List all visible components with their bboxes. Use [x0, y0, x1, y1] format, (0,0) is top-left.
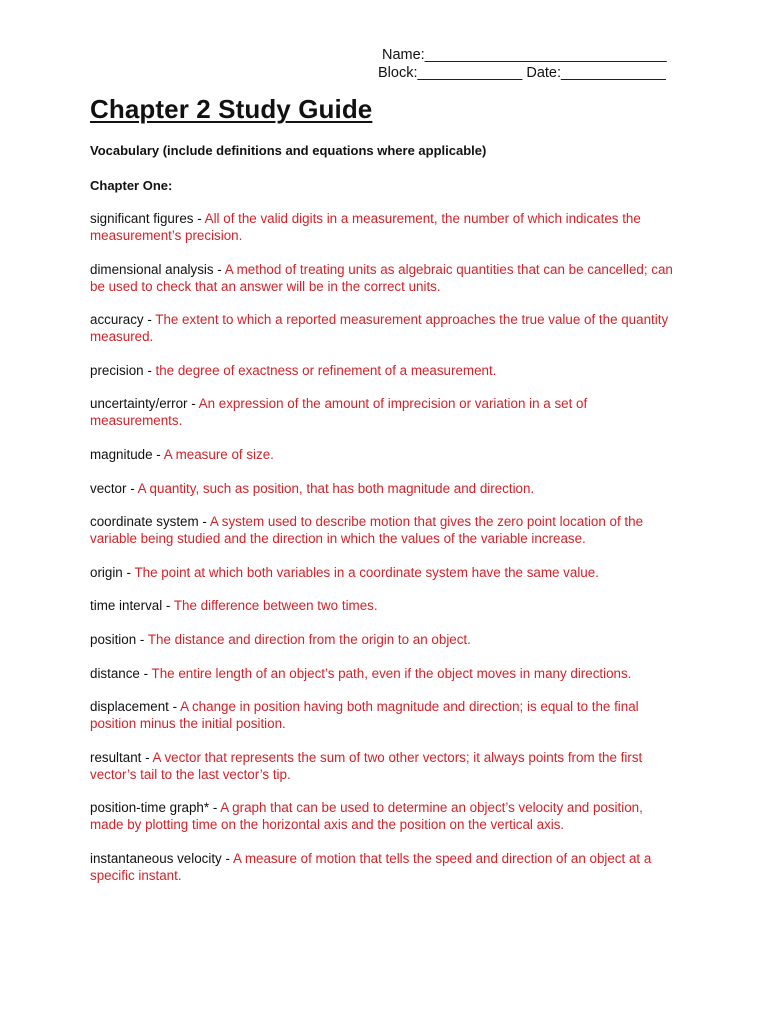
- vocabulary-term: dimensional analysis: [90, 261, 214, 277]
- term-separator: -: [168, 699, 181, 715]
- term-separator: -: [122, 564, 135, 580]
- vocabulary-definition: A measure of size.: [163, 446, 274, 462]
- vocabulary-definition: The extent to which a reported measurement approaches the true value of the quantity measured.: [90, 312, 669, 345]
- vocabulary-definition: An expression of the amount of imprecision or variation in a set of measurements.: [90, 396, 588, 429]
- vocabulary-term: accuracy: [90, 312, 144, 328]
- block-date-line: Block:_____________ Date:_____________: [378, 65, 666, 81]
- vocabulary-definition: the degree of exactness or refinement of a measurement.: [155, 362, 497, 378]
- term-separator: -: [141, 749, 153, 765]
- term-separator: -: [209, 800, 221, 816]
- vocabulary-entry: [90, 631, 680, 648]
- student-info-header: [378, 46, 688, 82]
- vocabulary-definition: The entire length of an object’s path, even if the object moves in many directions.: [151, 665, 632, 681]
- vocabulary-definition: A method of treating units as algebraic quantities that can be cancelled; can be used to check that an answer will be in the correct units.: [90, 261, 673, 294]
- chapter-one-heading: Chapter One:: [90, 178, 173, 193]
- vocabulary-term: significant figures: [90, 211, 194, 226]
- vocabulary-term: displacement: [90, 699, 169, 715]
- name-line: Name:______________________________: [382, 47, 667, 63]
- term-separator: -: [162, 598, 174, 614]
- vocabulary-entry: [90, 564, 680, 581]
- vocabulary-term: time interval: [90, 598, 163, 614]
- vocabulary-definition: A system used to describe motion that gives the zero point location of the variable being studied and the direction in which the values of the variable increase.: [90, 514, 644, 547]
- term-separator: -: [213, 261, 225, 277]
- vocabulary-term: distance: [90, 665, 140, 681]
- vocabulary-entry: [90, 210, 680, 244]
- term-separator: -: [139, 665, 152, 681]
- vocabulary-term: coordinate system: [90, 514, 199, 530]
- vocabulary-term: precision: [90, 362, 144, 378]
- vocabulary-entry: [90, 261, 680, 295]
- vocabulary-entry: [90, 513, 680, 547]
- vocabulary-term: vector: [90, 480, 127, 496]
- vocabulary-entry: [90, 597, 680, 614]
- vocabulary-term: magnitude: [90, 446, 153, 462]
- vocabulary-definition: A quantity, such as position, that has both magnitude and direction.: [137, 480, 535, 496]
- vocabulary-term: resultant: [90, 749, 142, 765]
- vocabulary-list: [90, 210, 680, 901]
- vocabulary-entry: [90, 311, 680, 345]
- vocabulary-entry: [90, 850, 680, 884]
- vocabulary-term: instantaneous velocity: [90, 850, 222, 866]
- vocabulary-entry: [90, 362, 680, 379]
- vocabulary-term: position-time graph*: [90, 800, 210, 816]
- vocabulary-entry: [90, 665, 680, 682]
- term-separator: -: [136, 631, 148, 647]
- term-separator: -: [198, 514, 210, 530]
- vocabulary-definition: The point at which both variables in a coordinate system have the same value.: [134, 564, 599, 580]
- vocabulary-definition: The difference between two times.: [173, 598, 378, 614]
- vocabulary-entry: [90, 480, 680, 497]
- vocabulary-definition: A graph that can be used to determine an object’s velocity and position, made by plotting time on the horizontal axis and the position on the vertical axis.: [90, 800, 643, 833]
- page-title: Chapter 2 Study Guide: [90, 94, 373, 124]
- vocabulary-entry: [90, 799, 680, 833]
- vocabulary-definition: A change in position having both magnitude and direction; is equal to the final position minus the initial position.: [90, 699, 639, 732]
- vocabulary-definition: The distance and direction from the origin to an object.: [147, 631, 471, 647]
- term-separator: -: [193, 211, 205, 226]
- vocabulary-heading: Vocabulary (include definitions and equations where applicable): [90, 143, 487, 158]
- vocabulary-entry: [90, 698, 680, 732]
- vocabulary-entry: [90, 446, 680, 463]
- vocabulary-definition: All of the valid digits in a measurement, the number of which indicates the measurement’s precision.: [90, 211, 641, 243]
- term-separator: -: [143, 312, 156, 328]
- vocabulary-term: uncertainty/error: [90, 396, 188, 412]
- vocabulary-entry: [90, 395, 680, 429]
- term-separator: -: [187, 396, 199, 412]
- vocabulary-term: origin: [90, 564, 123, 580]
- vocabulary-term: position: [90, 631, 137, 647]
- vocabulary-definition: A vector that represents the sum of two other vectors; it always points from the first vector’s tail to the last vector’s tip.: [90, 749, 643, 782]
- term-separator: -: [126, 480, 138, 496]
- term-separator: -: [221, 850, 233, 866]
- vocabulary-entry: [90, 749, 680, 783]
- vocabulary-definition: A measure of motion that tells the speed and direction of an object at a specific instant.: [90, 850, 652, 883]
- term-separator: -: [152, 446, 164, 462]
- term-separator: -: [143, 362, 156, 378]
